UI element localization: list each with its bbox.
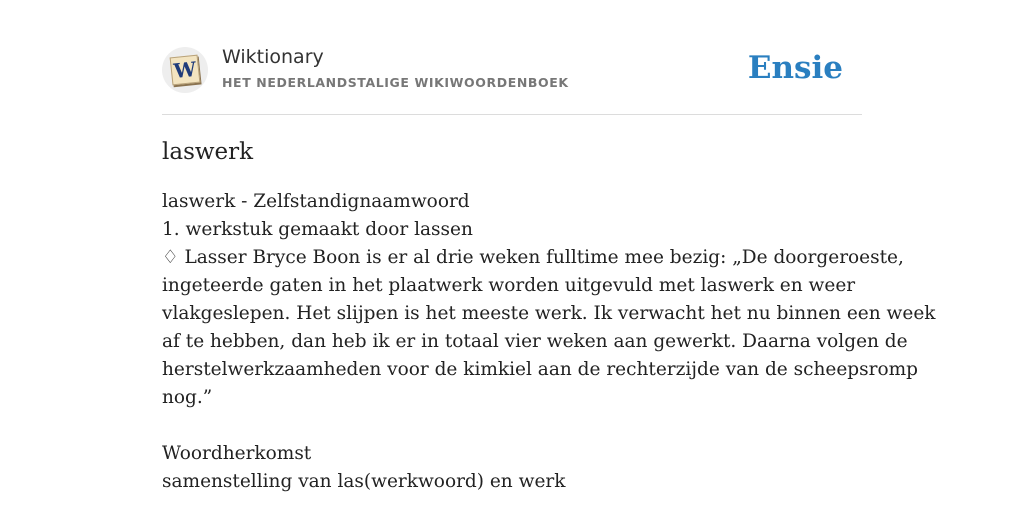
example-line: nog.”	[162, 387, 213, 408]
ensie-brand-link[interactable]: Ensie	[747, 50, 843, 86]
page-title: laswerk	[162, 139, 254, 165]
example-line: af te hebben, dan heb ik er in totaal vier weken aan gewerkt. Daarna volgen de	[162, 331, 908, 352]
example-line: ingeteerde gaten in het plaatwerk worden uitgevuld met laswerk en weer	[162, 275, 856, 296]
logo-tile	[170, 55, 201, 86]
headword-line: laswerk - Zelfstandignaamwoord	[162, 191, 470, 212]
etymology-text: samenstelling van las(werkwoord) en werk	[162, 471, 566, 492]
wiktionary-logo-icon[interactable]	[162, 47, 208, 93]
logo-letter: W	[172, 56, 198, 84]
etymology-heading: Woordherkomst	[162, 443, 312, 464]
entry-content	[162, 136, 936, 496]
example-line: ♢ Lasser Bryce Boon is er al drie weken fulltime mee bezig: „De doorgeroeste,	[162, 247, 904, 268]
definition: 1. werkstuk gemaakt door lassen	[162, 219, 473, 240]
site-subtitle: HET NEDERLANDSTALIGE WIKIWOORDENBOEK	[222, 75, 569, 90]
example-line: vlakgeslepen. Het slijpen is het meeste werk. Ik verwacht het nu binnen een week	[162, 303, 936, 324]
spacer	[162, 412, 862, 440]
site-header	[162, 44, 862, 115]
example-line: herstelwerkzaamheden voor de kimkiel aan de rechterzijde van de scheepsromp	[162, 359, 919, 380]
site-title[interactable]: Wiktionary	[222, 46, 324, 68]
